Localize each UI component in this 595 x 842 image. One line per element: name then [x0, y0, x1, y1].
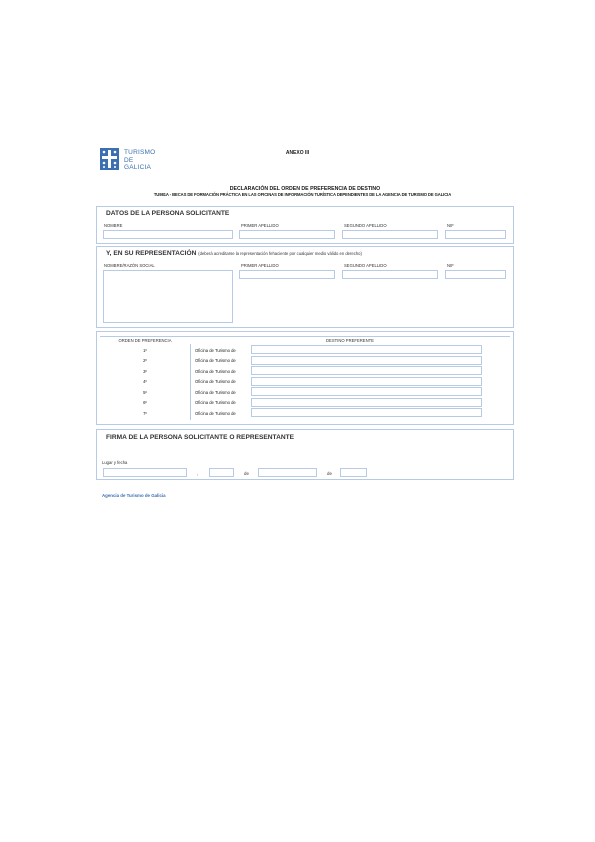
destination-field-6[interactable]	[251, 398, 482, 407]
day-field[interactable]	[209, 468, 234, 477]
document-subtitle: TU981A - BECAS DE FORMACIÓN PRÁCTICA EN LAS OFICINAS DE INFORMACIÓN TURÍSTICA DEPENDIENTES DE LA AGENCIA DE TURISMO DE GALICIA	[153, 192, 452, 197]
preference-rank: 7º	[143, 410, 147, 416]
comma-separator: ,	[197, 471, 199, 476]
representative-section-title: Y, EN SU REPRESENTACIÓN (deberá acreditarse la representación fehaciente por cualquier medio válido en derecho)	[106, 250, 362, 257]
signature-section-title: FIRMA DE LA PERSONA SOLICITANTE O REPRESENTANTE	[106, 434, 295, 441]
month-field[interactable]	[258, 468, 317, 477]
representative-surname1-field[interactable]	[239, 270, 335, 279]
destination-field-7[interactable]	[251, 408, 482, 417]
applicant-surname1-label: PRIMER APELLIDO	[241, 223, 279, 228]
preference-rank: 5º	[143, 389, 147, 395]
applicant-name-field[interactable]	[103, 230, 233, 239]
preference-row-5	[100, 387, 510, 397]
order-column-header: ORDEN DE PREFERENCIA	[118, 338, 172, 343]
destination-field-1[interactable]	[251, 345, 482, 354]
representative-nif-label: NIF	[447, 263, 454, 268]
representative-surname1-label: PRIMER APELLIDO	[241, 263, 279, 268]
document-title: DECLARACIÓN DEL ORDEN DE PREFERENCIA DE DESTINO	[229, 186, 381, 192]
place-date-label: Lugar y fecha	[102, 460, 128, 465]
destination-column-header: DESTINO PREFERENTE	[326, 338, 374, 343]
preference-row-4	[100, 377, 510, 387]
preference-row-2	[100, 356, 510, 366]
applicant-surname2-label: SEGUNDO APELLIDO	[344, 223, 387, 228]
preference-row-3	[100, 366, 510, 376]
applicant-name-label: NOMBRE	[104, 223, 123, 228]
representative-name-field[interactable]	[103, 270, 233, 323]
preferences-header-line	[100, 336, 510, 337]
preference-rank: 6º	[143, 400, 147, 405]
preference-rank: 4º	[143, 379, 147, 384]
representative-note: (deberá acreditarse la representación fehaciente por cualquier medio válido en derecho)	[198, 251, 362, 256]
office-prefix: Oficina de Turismo de	[195, 358, 236, 363]
representative-surname2-label: SEGUNDO APELLIDO	[344, 263, 387, 268]
destination-field-3[interactable]	[251, 366, 482, 375]
annex-label: ANEXO III	[285, 150, 310, 156]
destination-field-2[interactable]	[251, 356, 482, 365]
office-prefix: Oficina de Turismo de	[195, 400, 236, 405]
de-separator-2: de	[327, 471, 332, 476]
applicant-nif-field[interactable]	[445, 230, 506, 239]
office-prefix: Oficina de Turismo de	[195, 389, 236, 395]
brand-wordmark: TURISMO DE GALICIA	[124, 149, 156, 172]
office-prefix: Oficina de Turismo de	[195, 347, 236, 353]
preference-row-7	[100, 408, 510, 418]
year-field[interactable]	[340, 468, 367, 477]
representative-name-label: NOMBRE/RAZÓN SOCIAL	[104, 263, 155, 268]
preference-row-6	[100, 398, 510, 408]
applicant-surname2-field[interactable]	[342, 230, 438, 239]
representative-nif-field[interactable]	[445, 270, 506, 279]
office-prefix: Oficina de Turismo de	[195, 379, 236, 384]
preference-rank: 1º	[143, 347, 147, 353]
de-separator-1: de	[244, 471, 249, 476]
preference-rank: 2º	[143, 358, 147, 363]
preference-rank: 3º	[143, 368, 147, 374]
applicant-section-title: DATOS DE LA PERSONA SOLICITANTE	[106, 210, 230, 217]
destination-field-5[interactable]	[251, 387, 482, 396]
destination-field-4[interactable]	[251, 377, 482, 386]
applicant-surname1-field[interactable]	[239, 230, 335, 239]
place-field[interactable]	[103, 468, 187, 477]
office-prefix: Oficina de Turismo de	[195, 368, 236, 374]
preference-row-1	[100, 345, 510, 355]
applicant-nif-label: NIF	[447, 223, 454, 228]
office-prefix: Oficina de Turismo de	[195, 410, 236, 416]
representative-surname2-field[interactable]	[342, 270, 438, 279]
agency-footer: Agencia de Turismo de Galicia	[102, 493, 166, 498]
